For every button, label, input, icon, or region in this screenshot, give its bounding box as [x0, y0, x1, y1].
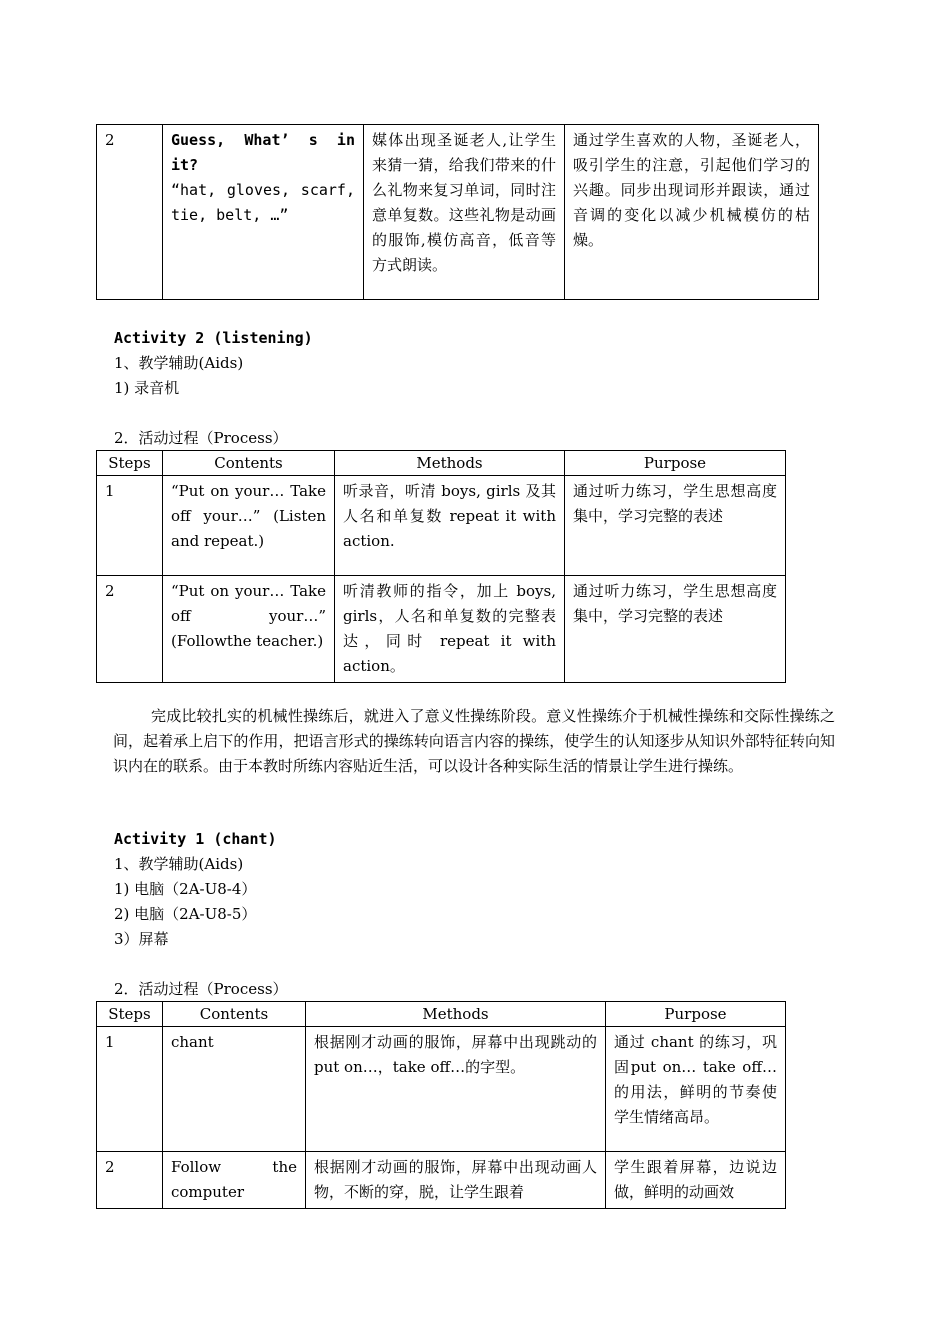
table-row [97, 125, 819, 300]
table-activity2-process [96, 450, 786, 683]
methods-cell: 根据刚才动画的服饰，屏幕中出现跳动的put on…，take off…的字型。 [306, 1027, 606, 1152]
step-cell: 2 [97, 576, 163, 683]
table-activity1-process [96, 1001, 786, 1209]
table-row [97, 476, 786, 576]
header-methods: Methods [306, 1002, 606, 1027]
table-row [97, 576, 786, 683]
purpose-cell: 通过听力练习，学生思想高度集中，学习完整的表述 [565, 476, 786, 576]
methods-cell: 根据刚才动画的服饰，屏幕中出现动画人物，不断的穿，脱，让学生跟着 [306, 1152, 606, 1209]
step-cell: 1 [97, 1027, 163, 1152]
header-methods: Methods [335, 451, 565, 476]
purpose-cell: 通过听力练习，学生思想高度集中，学习完整的表述 [565, 576, 786, 683]
header-steps: Steps [97, 1002, 163, 1027]
purpose-cell: 通过 chant 的练习，巩固put on… take off…的用法，鲜明的节奏使学生情绪高昂。 [606, 1027, 786, 1152]
table-header-row [97, 1002, 786, 1027]
activity2-aid-item: 1) 录音机 [114, 379, 180, 397]
contents-cell: Follow the computer [163, 1152, 306, 1209]
table-row [97, 1152, 786, 1209]
contents-cell: “Put on your… Take off your…” (Followthe teacher.) [163, 576, 335, 683]
contents-cell: chant [163, 1027, 306, 1152]
activity1-title: Activity 1 (chant) [114, 830, 277, 848]
activity2-process-heading: 2．活动过程（Process） [114, 429, 288, 447]
activity1-aid-item: 1) 电脑（2A-U8-4） [114, 880, 257, 898]
contents-title: Guess, What’ s in it? [171, 131, 355, 174]
step-cell: 1 [97, 476, 163, 576]
activity1-aid-item: 3）屏幕 [114, 930, 169, 948]
table-header-row [97, 451, 786, 476]
activity2-title: Activity 2 (listening) [114, 329, 313, 347]
activity1-aids-heading: 1、教学辅助(Aids) [114, 855, 244, 873]
header-purpose: Purpose [565, 451, 786, 476]
header-contents: Contents [163, 451, 335, 476]
methods-cell: 听录音，听清 boys, girls 及其人名和单复数 repeat it with action. [335, 476, 565, 576]
contents-list: “hat, gloves, scarf, tie, belt, …” [171, 181, 355, 224]
activity2-aids-heading: 1、教学辅助(Aids) [114, 354, 244, 372]
table-row [97, 1027, 786, 1152]
header-purpose: Purpose [606, 1002, 786, 1027]
header-contents: Contents [163, 1002, 306, 1027]
contents-cell [163, 125, 364, 300]
activity1-aid-item: 2) 电脑（2A-U8-5） [114, 905, 257, 923]
activity1-process-heading: 2．活动过程（Process） [114, 980, 288, 998]
contents-cell: “Put on your… Take off your…” (Listen and repeat.) [163, 476, 335, 576]
methods-cell: 媒体出现圣诞老人,让学生来猜一猜，给我们带来的什么礼物来复习单词，同时注意单复数。这些礼物是动画的服饰,模仿高音，低音等方式朗读。 [364, 125, 565, 300]
header-steps: Steps [97, 451, 163, 476]
step-cell: 2 [97, 125, 163, 300]
body-paragraph: 完成比较扎实的机械性操练后，就进入了意义性操练阶段。意义性操练介于机械性操练和交际性操练之间，起着承上启下的作用，把语言形式的操练转向语言内容的操练，使学生的认知逐步从知识外部特征转向知识内在的联系。由于本教时所练内容贴近生活，可以设计各种实际生活的情景让学生进行操练。 [113, 707, 835, 775]
purpose-cell: 通过学生喜欢的人物，圣诞老人，吸引学生的注意，引起他们学习的兴趣。同步出现词形并跟读，通过音调的变化以减少机械模仿的枯燥。 [565, 125, 819, 300]
purpose-cell: 学生跟着屏幕，边说边做，鲜明的动画效 [606, 1152, 786, 1209]
step-cell: 2 [97, 1152, 163, 1209]
table-activity-guess [96, 124, 819, 300]
methods-cell: 听清教师的指令，加上 boys, girls，人名和单复数的完整表达，同时 repeat it with action。 [335, 576, 565, 683]
